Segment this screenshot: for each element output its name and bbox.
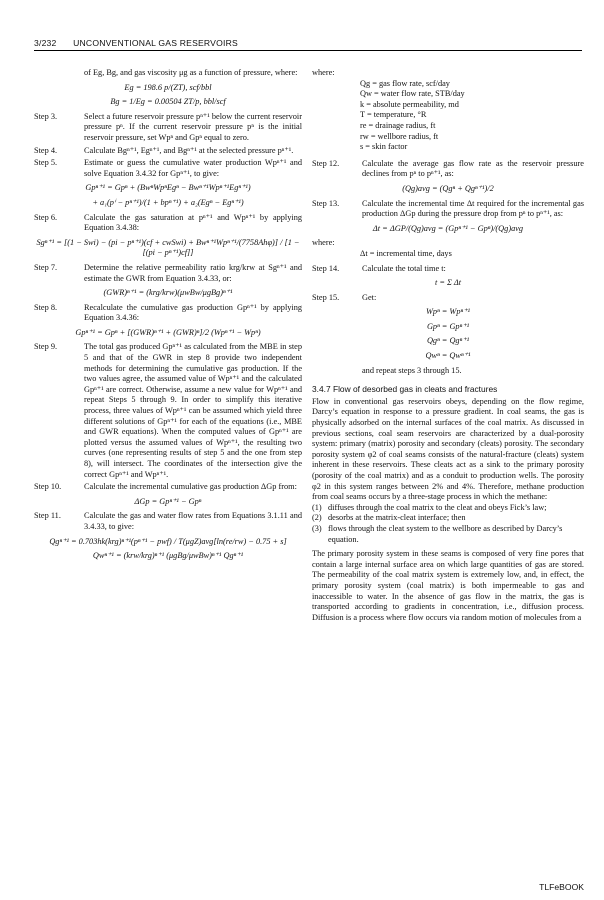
get-equation: Wpⁿ = Wpⁿ⁺¹ bbox=[426, 307, 470, 317]
equation-5a: Gpⁿ⁺¹ = Gpⁿ + (BwⁿWpⁿEgⁿ − Bwⁿ⁺¹Wpⁿ⁺¹Egⁿ⁺¹) bbox=[85, 183, 251, 193]
step-text: Select a future reservoir pressure pⁿ⁺¹ below the current reservoir pressure pⁿ. If the current reservoir pressure pⁿ is the initial reservoir pressure, set Wpⁿ and Gpⁿ equal to zero. bbox=[84, 111, 302, 142]
step-text: Calculate the incremental cumulative gas production ΔGp from: bbox=[84, 482, 297, 492]
list-item bbox=[312, 503, 584, 514]
step-label: Step 11. bbox=[34, 511, 61, 521]
step-text: Get: bbox=[362, 292, 377, 302]
where-title-2: where: bbox=[312, 238, 335, 248]
get-equation: Qgⁿ = Qgⁿ⁺¹ bbox=[426, 336, 470, 346]
equation-8: Gpⁿ⁺¹ = Gpⁿ + [(GWR)ⁿ⁺¹ + (GWR)ⁿ]/2 (Wpⁿ⁺¹ − Wpⁿ) bbox=[75, 327, 261, 337]
step-text: Calculate the gas saturation at pⁿ⁺¹ and Wpⁿ⁺¹ by applying Equation 3.4.38: bbox=[84, 212, 302, 233]
equation-12: (Qg)avg = (Qgⁿ + Qgⁿ⁺¹)/2 bbox=[402, 183, 494, 193]
step-10 bbox=[34, 482, 302, 493]
where-item: Qw = water flow rate, STB/day bbox=[360, 89, 465, 99]
where-item: k = absolute permeability, md bbox=[360, 99, 459, 109]
equation-eg: Eg = 198.6 p/(ZT), scf/bbl bbox=[124, 82, 212, 92]
step-12 bbox=[312, 159, 584, 180]
get-equation: Gpⁿ = Gpⁿ⁺¹ bbox=[426, 321, 470, 331]
step-text: Calculate Bgⁿ⁺¹, Egⁿ⁺¹, and Bgⁿ⁺¹ at the selected pressure pⁿ⁺¹. bbox=[84, 145, 294, 155]
get-equation: Qwⁿ = Qwⁿ⁺¹ bbox=[425, 351, 471, 361]
list-text: diffuses through the coal matrix to the cleat and obeys Fick’s law; bbox=[328, 502, 547, 512]
equation-5b: + a₁(pⁱ − pⁿ⁺¹)/(1 + bpⁿ⁺¹) + a₂(Egⁿ − Egⁿ⁺¹) bbox=[92, 197, 244, 207]
step-14 bbox=[312, 264, 584, 275]
paragraph-1: Flow in conventional gas reservoirs obeys, depending on the flow regime, Darcy’s equation in response to a pressure gradient. In coal seams, the gas is physically adsorbed on the internal surfaces of the coal matrix. As discussed in previous sections, coal seam reservoirs are characterized by a dual-porosity system: primary (matrix) porosity and secondary (cleats) porosity. The secondary porosity system φ2 of coal seams consists of the natural-fracture (cleats) system inherent in these reservoirs. These cleats act as a sink to the primary porosity (porosity of the coal matrix) and as a conduit to production wells. The porosity φ2 in this system ranges between 2% and 4%. Therefore, methane production from coal seams occurs by a three-stage process in which the methane: bbox=[312, 396, 584, 502]
step-label: Step 3. bbox=[34, 111, 58, 121]
step-label: Step 14. bbox=[312, 263, 340, 273]
step-text: Estimate or guess the cumulative water production Wpⁿ⁺¹ and solve Equation 3.4.32 for Gpⁿ⁺¹, to give: bbox=[84, 158, 302, 178]
section-title: 3.4.7 Flow of desorbed gas in cleats and fractures bbox=[312, 384, 498, 395]
equation-bg: Bg = 1/Eg = 0.00504 ZT/p, bbl/scf bbox=[110, 97, 226, 107]
equation-14: t = Σ Δt bbox=[434, 278, 462, 288]
where-item: re = drainage radius, ft bbox=[360, 120, 436, 130]
step-3 bbox=[34, 112, 302, 144]
page-number: 3/232 bbox=[34, 38, 57, 48]
step-text: Determine the relative permeability ratio krg/krw at Sgⁿ⁺¹ and estimate the GWR from Equation 3.4.33, or: bbox=[84, 262, 302, 283]
step-label: Step 7. bbox=[34, 262, 58, 272]
intro-text: of Eg, Bg, and gas viscosity μg as a function of pressure, where: bbox=[84, 68, 298, 77]
equation-11a: Qgⁿ⁺¹ = 0.703hk(krg)ⁿ⁺¹(pⁿ⁺¹ − pwf) / T(μgZ)avg[ln(re/rw) − 0.75 + s] bbox=[49, 536, 287, 546]
step-label: Step 5. bbox=[34, 158, 58, 168]
dt-definition: Δt = incremental time, days bbox=[360, 248, 452, 258]
where-item: T = temperature, °R bbox=[360, 110, 427, 120]
list-item bbox=[312, 513, 584, 524]
step-8 bbox=[34, 303, 302, 324]
step-text: The total gas produced Gpⁿ⁺¹ as calculated from the MBE in step 5 and that of the GWR in step 8 provide two independent methods for determining the cumulative gas production. If the two values agree, the assumed value of Wpⁿ⁺¹ and the calculated Gpⁿ⁺¹ are correct. Otherwise, assume a new value for Wpⁿ⁺¹ and repeat Steps 5 through 9. In order to simplify this iterative process, three values of Wpⁿ⁺¹ can be assumed which yield three different solutions of Gpⁿ⁺¹ for each of the equations (i.e., MBE and GWR equations). When the computed values of Gpⁿ⁺¹ are plotted versus the assumed values of Wpⁿ⁺¹, the resulting two curves (one representing results of step 5 and the one from step 8), will intersect. The coordinates of the intersection give the correct Gpⁿ⁺¹ and Wpⁿ⁺¹. bbox=[84, 342, 302, 479]
list-number: (2) bbox=[312, 513, 322, 523]
step-text: Calculate the gas and water flow rates from Equations 3.1.11 and 3.4.33, to give: bbox=[84, 511, 302, 531]
where-item: Qg = gas flow rate, scf/day bbox=[360, 78, 450, 88]
step-9 bbox=[34, 342, 302, 480]
footer-mark: TLFeBOOK bbox=[539, 882, 584, 892]
equation-10: ΔGp = Gpⁿ⁺¹ − Gpⁿ bbox=[134, 496, 202, 506]
step-label: Step 12. bbox=[312, 158, 340, 168]
list-item bbox=[312, 524, 584, 545]
where-title: where: bbox=[312, 68, 335, 77]
list-number: (1) bbox=[312, 502, 322, 512]
step-6 bbox=[34, 213, 302, 234]
list-text: desorbs at the matrix-cleat interface; then bbox=[328, 513, 466, 523]
where-list bbox=[360, 79, 584, 153]
paragraph-2: The primary porosity system in these seams is composed of very fine pores that contain a large internal surface area on which large quantities of gas are stored. The permeability of the coal matrix system is extremely low, and, in effect, the primary porosity system (coal matrix) is both impermeable to gas and inaccessible to water. In the absence of gas flow in the matrix, the gas is transported according to gradients in concentration, i.e., diffusion process. Diffusion is a process where flow occurs via random motion of molecules from a bbox=[312, 549, 584, 622]
equation-7: (GWR)ⁿ⁺¹ = (krg/krw)(μwBw/μgBg)ⁿ⁺¹ bbox=[103, 288, 233, 298]
step-7 bbox=[34, 263, 302, 284]
step-text: Calculate the total time t: bbox=[362, 263, 446, 273]
step-label: Step 13. bbox=[312, 198, 340, 208]
right-column bbox=[312, 68, 584, 623]
list-number: (3) bbox=[312, 523, 322, 533]
step-text: Calculate the incremental time Δt required for the incremental gas production ΔGp during the pressure drop from pⁿ to pⁿ⁺¹, as: bbox=[362, 198, 584, 219]
left-column bbox=[34, 68, 302, 566]
step-text: Calculate the average gas flow rate as the reservoir pressure declines from pⁿ to pⁿ⁺¹, as: bbox=[362, 158, 584, 179]
step-label: Step 15. bbox=[312, 292, 340, 302]
list-text: flows through the cleat system to the wellbore as described by Darcy’s equation. bbox=[328, 523, 563, 544]
step-13 bbox=[312, 199, 584, 220]
header-rule bbox=[34, 50, 582, 51]
equation-6: Sgⁿ⁺¹ = [(1 − Swi) − (pi − pⁿ⁺¹)(cf + cwSwi) + Bwⁿ⁺¹Wpⁿ⁺¹/(7758Ahφ)] / [1 − [(pi − pⁿ⁺¹)cf]] bbox=[36, 237, 300, 258]
step-5 bbox=[34, 158, 302, 179]
step-text: Recalculate the cumulative gas production Gpⁿ⁺¹ by applying Equation 3.4.36: bbox=[84, 302, 302, 323]
equation-11b: Qwⁿ⁺¹ = (krw/krg)ⁿ⁺¹ (μgBg/μwBw)ⁿ⁺¹ Qgⁿ⁺¹ bbox=[92, 551, 244, 561]
where-item: rw = wellbore radius, ft bbox=[360, 131, 439, 141]
equation-13: Δt = ΔGP/(Qg)avg = (Gpⁿ⁺¹ − Gpⁿ)/(Qg)avg bbox=[372, 223, 524, 233]
step-label: Step 8. bbox=[34, 302, 58, 312]
header-title: UNCONVENTIONAL GAS RESERVOIRS bbox=[73, 38, 238, 48]
step-15 bbox=[312, 293, 584, 304]
where-item: s = skin factor bbox=[360, 142, 408, 152]
step-4 bbox=[34, 146, 302, 157]
repeat-text: and repeat steps 3 through 15. bbox=[362, 365, 462, 375]
step-label: Step 10. bbox=[34, 482, 62, 492]
step-label: Step 6. bbox=[34, 212, 58, 222]
step-label: Step 4. bbox=[34, 145, 58, 155]
step-label: Step 9. bbox=[34, 342, 58, 352]
running-header bbox=[34, 38, 582, 48]
step-11 bbox=[34, 511, 302, 532]
